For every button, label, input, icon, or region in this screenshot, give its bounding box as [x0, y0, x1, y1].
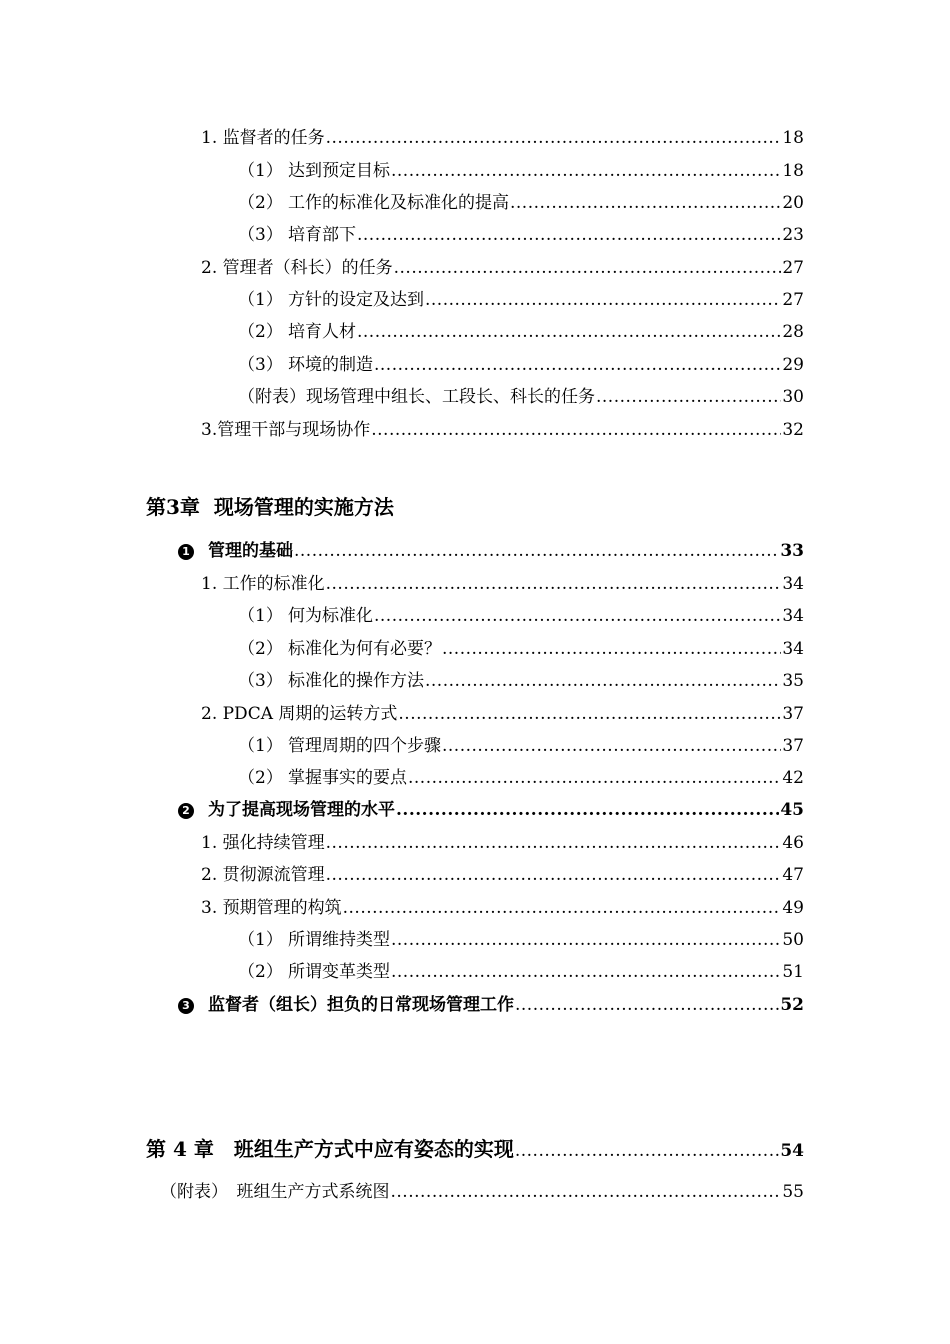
toc-entry-number: （2） [238, 768, 283, 788]
toc-page-number: 27 [782, 258, 804, 278]
toc-entry-label [238, 638, 441, 660]
toc-entry[interactable] [160, 1181, 804, 1203]
toc-page-number: 23 [782, 225, 804, 245]
numbered-bullet-icon: 1 [178, 544, 194, 560]
toc-entry-label: 1. 监督者的任务 [201, 128, 325, 148]
toc-entry-label [238, 735, 441, 757]
toc-section-text: 为了提高现场管理的水平 [208, 800, 395, 820]
toc-entry-text: 掌握事实的要点 [288, 768, 407, 788]
toc-page-number: 27 [782, 290, 804, 310]
toc-page-number: 34 [782, 639, 804, 659]
toc-subentry[interactable] [238, 767, 804, 789]
leader-dots [374, 354, 781, 376]
toc-entry[interactable] [201, 897, 804, 919]
toc-page-number: 37 [782, 736, 804, 756]
toc-subentry[interactable] [238, 192, 804, 214]
leader-dots [515, 1138, 779, 1164]
toc-page-number: 34 [782, 574, 804, 594]
toc-entry[interactable] [201, 573, 804, 595]
toc-section[interactable] [178, 799, 804, 821]
toc-entry-number: （2） [238, 193, 283, 213]
toc-entry-label: 1. 工作的标准化 [201, 574, 325, 594]
toc-entry-text: 方针的设定及达到 [288, 290, 424, 310]
toc-section-label [178, 799, 395, 821]
toc-entry[interactable] [201, 419, 804, 441]
leader-dots [326, 573, 782, 595]
chapter-4-heading[interactable] [146, 1136, 804, 1164]
toc-subentry[interactable] [238, 638, 804, 660]
toc-section-label [178, 540, 293, 562]
toc-page-number: 42 [782, 768, 804, 788]
toc-entry-number: （3） [238, 225, 283, 245]
toc-subentry[interactable] [238, 735, 804, 757]
toc-page-number: 18 [782, 161, 804, 181]
toc-page-number: 49 [782, 898, 804, 918]
leader-dots [442, 735, 781, 757]
toc-entry-label: （附表）现场管理中组长、工段长、科长的任务 [238, 387, 595, 407]
leader-dots [357, 224, 781, 246]
toc-entry-label [238, 961, 390, 983]
toc-entry-text: 所谓维持类型 [288, 930, 390, 950]
toc-entry-text: 标准化的操作方法 [288, 671, 424, 691]
leader-dots [294, 540, 779, 562]
toc-entry-text: 培育人材 [288, 322, 356, 342]
leader-dots [515, 994, 779, 1016]
leader-dots [391, 1181, 782, 1203]
chapter-3-heading [146, 494, 394, 520]
toc-page-number: 54 [780, 1141, 804, 1161]
leader-dots [396, 799, 779, 821]
toc-section-text: 管理的基础 [208, 541, 293, 561]
toc-entry-label: 2. 管理者（科长）的任务 [201, 258, 393, 278]
toc-entry-label: 3. 预期管理的构筑 [201, 898, 342, 918]
leader-dots [442, 638, 781, 660]
leader-dots [391, 929, 781, 951]
toc-entry-label [238, 605, 373, 627]
leader-dots [357, 321, 781, 343]
toc-page-number: 18 [782, 128, 804, 148]
toc-section[interactable] [178, 994, 804, 1016]
toc-entry[interactable] [201, 127, 804, 149]
toc-subentry[interactable] [238, 605, 804, 627]
toc-entry-label [238, 767, 407, 789]
toc-entry-label: 2. 贯彻源流管理 [201, 865, 325, 885]
leader-dots [408, 767, 781, 789]
toc-entry-text: 管理周期的四个步骤 [288, 736, 441, 756]
toc-page-number: 32 [782, 420, 804, 440]
toc-entry-label [238, 289, 424, 311]
toc-entry-label [238, 354, 373, 376]
leader-dots [326, 127, 782, 149]
toc-entry-number: （2） [238, 639, 283, 659]
toc-subentry[interactable] [238, 321, 804, 343]
toc-page-number: 47 [782, 865, 804, 885]
toc-entry-number: （1） [238, 290, 283, 310]
toc-entry-label [238, 321, 356, 343]
numbered-bullet-icon: 2 [178, 803, 194, 819]
chapter-number: 第3章 [146, 495, 200, 519]
leader-dots [596, 386, 781, 408]
toc-page-number: 34 [782, 606, 804, 626]
toc-entry-number: （1） [238, 930, 283, 950]
toc-entry-text: 达到预定目标 [288, 161, 390, 181]
toc-entry-text: 培育部下 [288, 225, 356, 245]
toc-entry-text: 工作的标准化及标准化的提高 [288, 193, 509, 213]
leader-dots [371, 419, 781, 441]
toc-entry-number: （3） [238, 671, 283, 691]
numbered-bullet-icon: 3 [178, 998, 194, 1014]
toc-entry-label [238, 670, 424, 692]
leader-dots [343, 897, 782, 919]
leader-dots [326, 864, 782, 886]
toc-entry-label [238, 224, 356, 246]
toc-entry[interactable] [201, 832, 804, 854]
toc-subentry[interactable] [238, 670, 804, 692]
toc-entry-text: 所谓变革类型 [288, 962, 390, 982]
toc-subentry[interactable] [238, 961, 804, 983]
toc-entry[interactable] [201, 864, 804, 886]
toc-page-number: 20 [782, 193, 804, 213]
toc-entry-label: 2. PDCA 周期的运转方式 [201, 704, 398, 724]
toc-entry-number: （3） [238, 355, 283, 375]
toc-entry-label: 3.管理干部与现场协作 [201, 420, 371, 440]
toc-entry-text: 环境的制造 [288, 355, 373, 375]
leader-dots [374, 605, 781, 627]
toc-entry-text: 何为标准化 [288, 606, 373, 626]
toc-subentry[interactable] [238, 289, 804, 311]
toc-page-number: 45 [780, 800, 804, 820]
toc-entry[interactable] [201, 257, 804, 279]
leader-dots [394, 257, 782, 279]
toc-entry-number: （2） [238, 962, 283, 982]
toc-page-number: 52 [780, 995, 804, 1015]
toc-page-number: 50 [782, 930, 804, 950]
toc-page-number: 28 [782, 322, 804, 342]
leader-dots [398, 703, 781, 725]
toc-entry-number: （2） [238, 322, 283, 342]
toc-subentry[interactable] [238, 224, 804, 246]
toc-subentry[interactable] [238, 929, 804, 951]
toc-page-number: 30 [782, 387, 804, 407]
leader-dots [510, 192, 781, 214]
toc-section[interactable] [178, 540, 804, 562]
toc-page-number: 55 [782, 1182, 804, 1202]
toc-section-text: 监督者（组长）担负的日常现场管理工作 [208, 995, 514, 1015]
leader-dots [391, 961, 781, 983]
toc-subentry[interactable] [238, 386, 804, 408]
toc-entry-number: （1） [238, 161, 283, 181]
toc-entry-label: 1. 强化持续管理 [201, 833, 325, 853]
toc-page-number: 35 [782, 671, 804, 691]
toc-section-label [178, 994, 514, 1016]
leader-dots [391, 160, 781, 182]
leader-dots [425, 670, 781, 692]
toc-subentry[interactable] [238, 354, 804, 376]
toc-page-number: 33 [780, 541, 804, 561]
toc-subentry[interactable] [238, 160, 804, 182]
toc-entry-label: （附表） 班组生产方式系统图 [160, 1182, 390, 1202]
leader-dots [425, 289, 781, 311]
toc-entry-label [238, 160, 390, 182]
toc-page-number: 46 [782, 833, 804, 853]
leader-dots [326, 832, 782, 854]
toc-page-number: 29 [782, 355, 804, 375]
toc-entry-label [238, 192, 509, 214]
toc-entry-text: 标准化为何有必要？ [288, 639, 441, 659]
toc-page-number: 37 [782, 704, 804, 724]
toc-entry-number: （1） [238, 606, 283, 626]
toc-entry[interactable] [201, 703, 804, 725]
toc-page-number: 51 [782, 962, 804, 982]
chapter-title: 第 4 章 班组生产方式中应有姿态的实现 [146, 1137, 514, 1161]
toc-entry-number: （1） [238, 736, 283, 756]
chapter-title: 现场管理的实施方法 [213, 495, 394, 519]
toc-entry-label [238, 929, 390, 951]
